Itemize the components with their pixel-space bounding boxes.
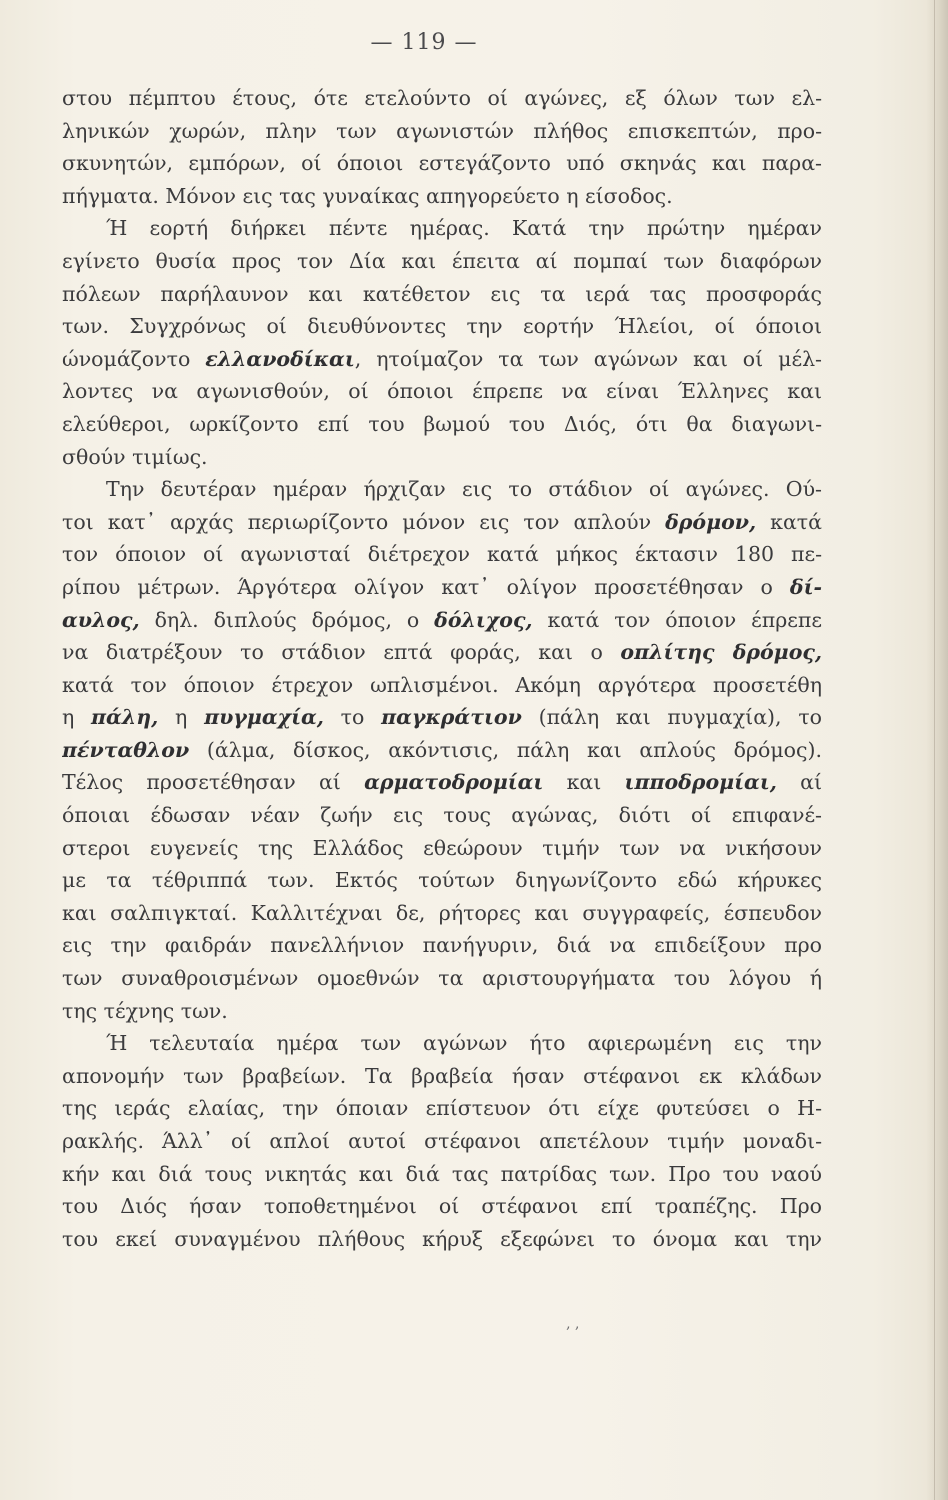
line-text: κατά τον όποιον έπρεπε: [532, 607, 822, 632]
text-line: [62, 82, 822, 115]
text-line: [62, 147, 822, 180]
emphasized-term: αρματοδρομίαι: [364, 770, 544, 795]
emphasized-term: ιπποδρομίαι,: [624, 770, 777, 795]
text-line: [62, 929, 822, 962]
line-text: εγίνετο θυσία προς τον Δία και έπειτα αί πομπαί των διαφόρων: [62, 248, 822, 273]
text-line: [62, 604, 822, 637]
emphasized-term: ελλανοδίκαι: [205, 346, 355, 371]
text-line: [62, 538, 822, 571]
text-line: [62, 278, 822, 311]
emphasized-term: παγκράτιον: [381, 705, 522, 730]
text-line: [62, 212, 822, 245]
text-line: [62, 832, 822, 865]
line-text: Τέλος προσετέθησαν αί: [62, 770, 365, 795]
text-line: [62, 897, 822, 930]
line-text: των συναθροισμένων ομοεθνών τα αριστουργήματα του λόγου ή: [62, 966, 822, 991]
text-line: [62, 962, 822, 995]
line-text: κατά: [756, 509, 822, 534]
line-text: της τέχνης των.: [62, 998, 228, 1023]
line-text: δηλ. διπλούς δρόμος, ο: [139, 607, 435, 632]
line-text: και: [543, 770, 625, 795]
line-text: του εκεί συναγμένου πλήθους κήρυξ εξεφώνει το όνομα και την: [62, 1226, 822, 1251]
text-line: [62, 1092, 822, 1125]
line-text: ώνομάζοντο: [62, 346, 206, 371]
text-line: [62, 408, 822, 441]
text-line: [62, 343, 822, 376]
line-text: τον όποιον οί αγωνισταί διέτρεχον κατά μήκος έκτασιν 180 πε-: [62, 542, 822, 567]
emphasized-term: δόλιχος,: [434, 607, 533, 632]
line-text: το: [323, 705, 382, 730]
line-text: , ητοίμαζον τα των αγώνων και οί μέλ-: [354, 346, 822, 371]
line-text: στου πέμπτου έτους, ότε ετελούντο οί αγώνες, εξ όλων των ελ-: [62, 86, 822, 110]
text-line: [62, 766, 822, 799]
line-text: κήν και διά τους νικητάς και διά τας πατρίδας των. Προ του ναού: [62, 1161, 822, 1186]
line-text: τοι κατ᾽ αρχάς περιωρίζοντο μόνον εις τον απλούν: [62, 509, 666, 534]
emphasized-term: δρόμον,: [665, 509, 757, 534]
text-line: [62, 571, 822, 604]
text-line: [62, 734, 822, 767]
text-line: [62, 995, 822, 1028]
emphasized-term: δί-: [789, 574, 822, 599]
line-text: η: [62, 705, 92, 730]
text-line: [62, 506, 822, 539]
text-line: [62, 245, 822, 278]
line-text: Ή τελευταία ημέρα των αγώνων ήτο αφιερωμένη εις την: [106, 1031, 822, 1056]
emphasized-term: πένταθλον: [62, 737, 190, 762]
line-text: και σαλπιγκταί. Καλλιτέχναι δε, ρήτορες και συγγραφείς, έσπευδον: [62, 900, 822, 925]
text-line: [62, 864, 822, 897]
text-line: [62, 799, 822, 832]
page-number: — 119 —: [370, 30, 478, 55]
line-text: Την δευτέραν ημέραν ήρχιζαν εις το στάδιον οί αγώνες. Ού-: [106, 477, 822, 502]
line-text: (πάλη και πυγμαχία), το: [521, 705, 822, 730]
text-line: [62, 1158, 822, 1191]
line-text: ρίπου μέτρων. Άργότερα ολίγον κατ᾽ ολίγον προσετέθησαν ο: [62, 574, 790, 599]
line-text: των. Συγχρόνως οί διευθύνοντες την εορτήν Ήλείοι, οί όποιοι: [62, 314, 822, 339]
line-text: του Διός ήσαν τοποθετημένοι οί στέφανοι επί τραπέζης. Προ: [62, 1194, 822, 1219]
line-text: της ιεράς ελαίας, την όποιαν επίστευον ότι είχε φυτεύσει ο Η-: [62, 1096, 822, 1121]
line-text: σθούν τιμίως.: [62, 444, 208, 469]
line-text: με τα τέθριππά των. Εκτός τούτων διηγωνίζοντο εδώ κήρυκες: [62, 868, 822, 893]
body-text: [62, 82, 822, 1255]
text-line: [62, 310, 822, 343]
emphasized-term: πάλη,: [91, 705, 159, 730]
line-text: απονομήν των βραβείων. Τα βραβεία ήσαν στέφανοι εκ κλάδων: [62, 1063, 822, 1088]
text-line: [62, 1223, 822, 1256]
line-text: στεροι ευγενείς της Ελλάδος εθεώρουν τιμήν των να νικήσουν: [62, 835, 822, 860]
footer-mark: ‚ ‚: [566, 1316, 580, 1332]
text-line: [62, 115, 822, 148]
line-text: εις την φαιδράν πανελλήνιον πανήγυριν, διά να επιδείξουν προ: [62, 933, 822, 958]
text-line: [62, 1190, 822, 1223]
line-text: ελεύθεροι, ωρκίζοντο επί του βωμού του Διός, ότι θα διαγωνι-: [62, 411, 822, 436]
text-line: [62, 701, 822, 734]
line-text: ρακλής. Άλλ᾽ οί απλοί αυτοί στέφανοι απετέλουν τιμήν μοναδι-: [62, 1129, 822, 1153]
text-line: [62, 669, 822, 702]
emphasized-term: οπλίτης δρόμος,: [620, 640, 822, 665]
line-text: όποιαι έδωσαν νέαν ζωήν εις τους αγώνας, διότι οί επιφανέ-: [62, 803, 822, 828]
text-line: [62, 473, 822, 506]
emphasized-term: πυγμαχία,: [204, 705, 324, 730]
line-text: να διατρέξουν το στάδιον επτά φοράς, και ο: [62, 640, 621, 665]
text-line: [62, 441, 822, 474]
text-line: [62, 180, 822, 213]
text-line: [62, 375, 822, 408]
line-text: κατά τον όποιον έτρεχον ωπλισμένοι. Ακόμη αργότερα προσετέθη: [62, 672, 822, 697]
text-line: [62, 1125, 822, 1158]
line-text: η: [158, 705, 205, 730]
line-text: (άλμα, δίσκος, ακόντισις, πάλη και απλούς δρόμος).: [189, 737, 822, 762]
text-line: [62, 1060, 822, 1093]
text-line: [62, 1027, 822, 1060]
emphasized-term: αυλος,: [62, 607, 140, 632]
line-text: λοντες να αγωνισθούν, οί όποιοι έπρεπε να είναι Έλληνες και: [62, 379, 822, 404]
line-text: σκυνητών, εμπόρων, οί όποιοι εστεγάζοντο υπό σκηνάς και παρα-: [62, 151, 822, 176]
line-text: ληνικών χωρών, πλην των αγωνιστών πλήθος επισκεπτών, προ-: [62, 118, 822, 143]
line-text: πόλεων παρήλαυνον και κατέθετον εις τα ιερά τας προσφοράς: [62, 281, 822, 306]
page-edge-shadow: [926, 0, 948, 1500]
line-text: πήγματα. Μόνον εις τας γυναίκας απηγορεύετο η είσοδος.: [62, 183, 673, 208]
line-text: Ή εορτή διήρκει πέντε ημέρας. Κατά την πρώτην ημέραν: [106, 216, 822, 241]
line-text: αί: [776, 770, 822, 795]
text-line: [62, 636, 822, 669]
